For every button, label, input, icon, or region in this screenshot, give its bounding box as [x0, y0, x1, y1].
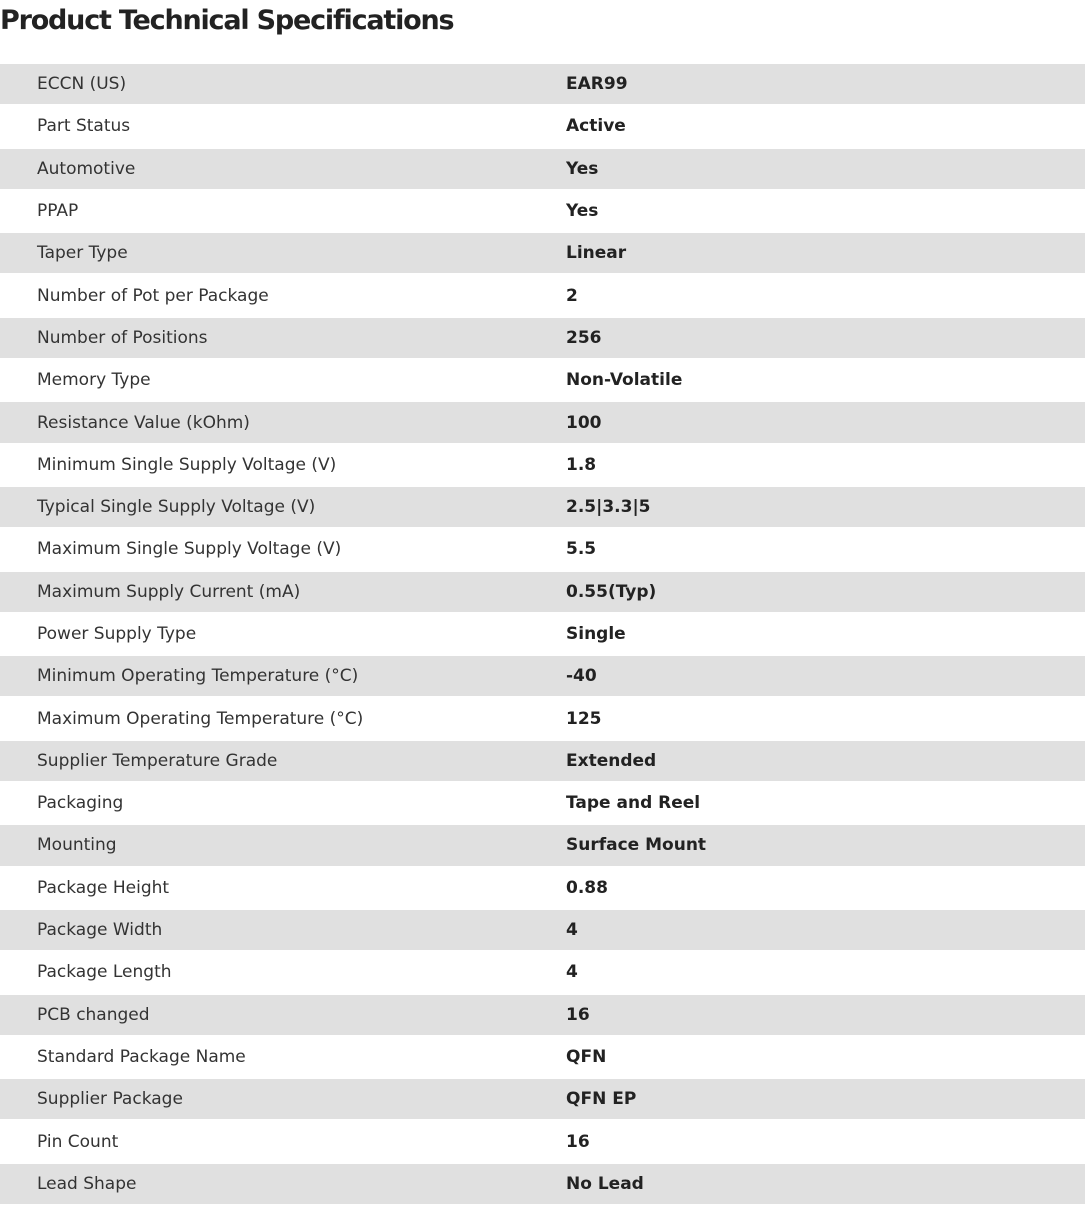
spec-row [0, 359, 1085, 401]
spec-row [0, 1078, 1085, 1120]
spec-row [0, 1120, 1085, 1162]
spec-name: Package Height [0, 867, 566, 909]
spec-value: Yes [566, 190, 1085, 232]
spec-name: Supplier Temperature Grade [0, 740, 566, 782]
spec-name: Power Supply Type [0, 613, 566, 655]
spec-name: Typical Single Supply Voltage (V) [0, 486, 566, 528]
spec-name: Maximum Single Supply Voltage (V) [0, 528, 566, 570]
spec-name: Lead Shape [0, 1163, 566, 1204]
spec-value: No Lead [566, 1163, 1085, 1204]
spec-name: Package Width [0, 909, 566, 951]
spec-name: Package Length [0, 951, 566, 993]
spec-name: Pin Count [0, 1120, 566, 1162]
spec-name: Number of Positions [0, 317, 566, 359]
spec-value: Tape and Reel [566, 782, 1085, 824]
spec-row [0, 232, 1085, 274]
spec-value: 1.8 [566, 444, 1085, 486]
spec-row [0, 867, 1085, 909]
spec-value: 256 [566, 317, 1085, 359]
spec-row [0, 697, 1085, 739]
spec-value: Yes [566, 148, 1085, 190]
spec-value: 125 [566, 697, 1085, 739]
spec-name: Minimum Operating Temperature (°C) [0, 655, 566, 697]
specs-table-body [0, 64, 1085, 1204]
spec-row [0, 274, 1085, 316]
spec-row [0, 190, 1085, 232]
spec-value: 4 [566, 951, 1085, 993]
spec-value: 16 [566, 1120, 1085, 1162]
spec-value: QFN EP [566, 1078, 1085, 1120]
spec-name: Standard Package Name [0, 1036, 566, 1078]
spec-row [0, 317, 1085, 359]
spec-name: Automotive [0, 148, 566, 190]
spec-value: Extended [566, 740, 1085, 782]
spec-name: Supplier Package [0, 1078, 566, 1120]
spec-row [0, 486, 1085, 528]
spec-value: QFN [566, 1036, 1085, 1078]
spec-value: 2 [566, 274, 1085, 316]
spec-name: Resistance Value (kOhm) [0, 401, 566, 443]
spec-row [0, 824, 1085, 866]
spec-row [0, 444, 1085, 486]
spec-value: 0.55(Typ) [566, 571, 1085, 613]
spec-value: 0.88 [566, 867, 1085, 909]
page-title: Product Technical Specifications [0, 5, 454, 36]
spec-name: PPAP [0, 190, 566, 232]
spec-row [0, 994, 1085, 1036]
spec-row [0, 64, 1085, 105]
spec-value: Surface Mount [566, 824, 1085, 866]
spec-row [0, 1036, 1085, 1078]
specs-table [0, 64, 1085, 1204]
spec-row [0, 148, 1085, 190]
spec-row [0, 782, 1085, 824]
spec-value: Non-Volatile [566, 359, 1085, 401]
spec-name: ECCN (US) [0, 64, 566, 105]
spec-name: Number of Pot per Package [0, 274, 566, 316]
spec-name: Maximum Supply Current (mA) [0, 571, 566, 613]
spec-name: Packaging [0, 782, 566, 824]
spec-row [0, 655, 1085, 697]
spec-value: 2.5|3.3|5 [566, 486, 1085, 528]
spec-row [0, 613, 1085, 655]
spec-row [0, 105, 1085, 147]
spec-row [0, 1163, 1085, 1204]
spec-value: Linear [566, 232, 1085, 274]
spec-name: Memory Type [0, 359, 566, 401]
spec-value: -40 [566, 655, 1085, 697]
spec-row [0, 951, 1085, 993]
spec-row [0, 571, 1085, 613]
spec-value: 4 [566, 909, 1085, 951]
spec-row [0, 909, 1085, 951]
spec-value: Active [566, 105, 1085, 147]
spec-name: Maximum Operating Temperature (°C) [0, 697, 566, 739]
spec-row [0, 740, 1085, 782]
spec-row [0, 401, 1085, 443]
spec-name: PCB changed [0, 994, 566, 1036]
spec-value: EAR99 [566, 64, 1085, 105]
spec-value: 100 [566, 401, 1085, 443]
spec-value: 5.5 [566, 528, 1085, 570]
spec-name: Mounting [0, 824, 566, 866]
spec-value: Single [566, 613, 1085, 655]
spec-name: Taper Type [0, 232, 566, 274]
spec-name: Minimum Single Supply Voltage (V) [0, 444, 566, 486]
spec-name: Part Status [0, 105, 566, 147]
spec-row [0, 528, 1085, 570]
spec-value: 16 [566, 994, 1085, 1036]
